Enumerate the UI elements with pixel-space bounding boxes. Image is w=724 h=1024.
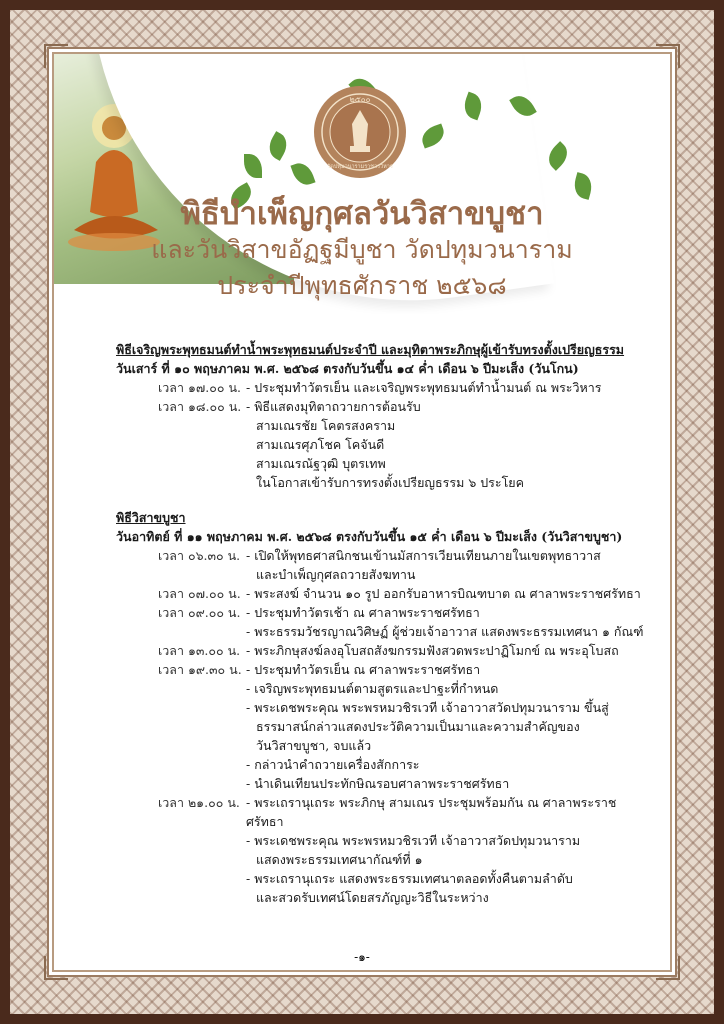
schedule-time: เวลา ๐๙.๐๐ น. (158, 605, 241, 620)
schedule-time: เวลา ๐๗.๐๐ น. (158, 586, 241, 601)
schedule-row (116, 736, 646, 755)
schedule-row (116, 888, 646, 907)
schedule-row (116, 454, 646, 473)
section1-schedule (116, 378, 646, 492)
schedule-time: เวลา ๒๑.๐๐ น. (158, 795, 240, 810)
section2-heading: พิธีวิสาขบูชา (116, 510, 186, 525)
schedule-time (116, 473, 246, 492)
schedule-time (116, 565, 246, 584)
schedule-description: - ประชุมทำวัตรเย็น และเจริญพระพุทธมนต์ทำน้ำมนต์ ณ พระวิหาร (246, 380, 602, 395)
schedule-description: - เปิดให้พุทธศาสนิกชนเข้านมัสการเวียนเทียนภายในเขตพุทธาวาส (246, 548, 601, 563)
schedule-description: - พระเดชพระคุณ พระพรหมวชิรเวที เจ้าอาวาสวัดปทุมวนาราม ขึ้นสู่ (246, 700, 609, 715)
schedule-time (116, 869, 246, 888)
schedule-row (116, 546, 646, 565)
schedule-description: และบำเพ็ญกุศลถวายสังฆทาน (256, 567, 416, 582)
schedule-description: สามเณรชัย โคตรสงคราม (256, 418, 396, 433)
schedule-time: เวลา ๑๓.๐๐ น. (158, 643, 241, 658)
title-line-2: และวันวิสาขอัฏฐมีบูชา วัดปทุมวนาราม (151, 235, 573, 264)
temple-emblem (312, 84, 408, 180)
schedule-row (116, 473, 646, 492)
schedule-description: - ประชุมทำวัตรเย็น ณ ศาลาพระราชศรัทธา (246, 662, 481, 677)
schedule-description: - นำเดินเทียนประทักษิณรอบศาลาพระราชศรัทธา (246, 776, 510, 791)
schedule-time (116, 736, 246, 755)
schedule-description: ธรรมาสน์กล่าวแสดงประวัติความเป็นมาและความสำคัญของ (256, 719, 580, 734)
schedule-time (116, 774, 246, 793)
schedule-time: เวลา ๐๖.๓๐ น. (158, 548, 241, 563)
schedule-row (116, 869, 646, 888)
schedule-time: เวลา ๑๙.๓๐ น. (158, 662, 242, 677)
schedule-row (116, 641, 646, 660)
schedule-description: และสวดรับเทศน์โดยสรภัญญะวิธีในระหว่าง (256, 890, 489, 905)
schedule-description: สามเณรณัฐวุฒิ บุตรเทพ (256, 456, 386, 471)
schedule-row (116, 397, 646, 416)
section1-heading: พิธีเจริญพระพุทธมนต์ทำน้ำพระพุทธมนต์ประจำปี และมุทิตาพระภิกษุผู้เข้ารับทรงตั้งเปรียญธรรม (116, 342, 625, 357)
schedule-row (116, 660, 646, 679)
section2-date: วันอาทิตย์ ที่ ๑๑ พฤษภาคม พ.ศ. ๒๕๖๘ ตรงกับวันขึ้น ๑๕ ค่ำ เดือน ๖ ปีมะเส็ง (วันวิสาขบูชา) (116, 529, 623, 544)
schedule-description: แสดงพระธรรมเทศนากัณฑ์ที่ ๑ (256, 852, 423, 867)
schedule-row (116, 584, 646, 603)
emblem-year: ๒๕๐๐ (349, 95, 371, 104)
leaf-icon (543, 141, 573, 171)
title-line-3: ประจำปีพุทธศักราช ๒๕๖๘ (217, 271, 507, 300)
schedule-body (116, 340, 646, 907)
schedule-row (116, 774, 646, 793)
section2-schedule (116, 546, 646, 907)
schedule-row (116, 755, 646, 774)
page-number: -๑- (354, 950, 370, 964)
schedule-description: - พระเถรานุเถระ พระภิกษุ สามเณร ประชุมพร้อมกัน ณ ศาลาพระราชศรัทธา (246, 795, 617, 829)
schedule-description: - พระสงฆ์ จำนวน ๑๐ รูป ออกรับอาหารบิณฑบาต ณ ศาลาพระราชศรัทธา (246, 586, 641, 601)
schedule-row (116, 793, 646, 831)
schedule-time (116, 755, 246, 774)
schedule-description: วันวิสาขบูชา, จบแล้ว (256, 738, 372, 753)
schedule-time (116, 850, 246, 869)
schedule-time (116, 698, 246, 717)
schedule-row (116, 698, 646, 717)
schedule-description: สามเณรศุภโชค โคจันดี (256, 437, 385, 452)
schedule-row (116, 603, 646, 622)
schedule-time (116, 416, 246, 435)
schedule-time (116, 717, 246, 736)
schedule-time (116, 622, 246, 641)
schedule-row (116, 435, 646, 454)
schedule-description: ในโอกาสเข้ารับการทรงตั้งเปรียญธรรม ๖ ประโยค (256, 475, 524, 490)
schedule-row (116, 831, 646, 850)
schedule-time (116, 435, 246, 454)
schedule-time (116, 888, 246, 907)
section1-date: วันเสาร์ ที่ ๑๐ พฤษภาคม พ.ศ. ๒๕๖๘ ตรงกับวันขึ้น ๑๔ ค่ำ เดือน ๖ ปีมะเส็ง (วันโกน) (116, 361, 579, 376)
schedule-row (116, 717, 646, 736)
title-line-1: พิธีบำเพ็ญกุศลวันวิสาขบูชา (180, 196, 544, 232)
schedule-time (116, 454, 246, 473)
schedule-row (116, 679, 646, 698)
schedule-description: - พระเดชพระคุณ พระพรหมวชิรเวที เจ้าอาวาสวัดปทุมวนาราม (246, 833, 581, 848)
schedule-time: เวลา ๑๗.๐๐ น. (158, 380, 242, 395)
schedule-time (116, 679, 246, 698)
schedule-row (116, 622, 646, 641)
schedule-description: - เจริญพระพุทธมนต์ตามสูตรและปาฐะที่กำหนด (246, 681, 499, 696)
schedule-description: - พระเถรานุเถระ แสดงพระธรรมเทศนาตลอดทั้งคืนตามลำดับ (246, 871, 573, 886)
schedule-description: - กล่าวนำคำถวายเครื่องสักการะ (246, 757, 420, 772)
schedule-row (116, 416, 646, 435)
emblem-ring-text: วัดปทุมวนารามราชวรวิหาร (327, 164, 393, 170)
schedule-description: - พระธรรมวัชรญาณวิศิษฏ์ ผู้ช่วยเจ้าอาวาส แสดงพระธรรมเทศนา ๑ กัณฑ์ (246, 624, 644, 639)
schedule-time: เวลา ๑๘.๐๐ น. (158, 399, 242, 414)
schedule-time (116, 831, 246, 850)
schedule-description: - พระภิกษุสงฆ์ลงอุโบสถสังฆกรรมฟังสวดพระปาฏิโมกข์ ณ พระอุโบสถ (246, 643, 619, 658)
schedule-row (116, 850, 646, 869)
schedule-row (116, 565, 646, 584)
schedule-description: - พิธีแสดงมุทิตาถวายการต้อนรับ (246, 399, 421, 414)
paper-page (54, 54, 670, 970)
schedule-row (116, 378, 646, 397)
schedule-description: - ประชุมทำวัตรเช้า ณ ศาลาพระราชศรัทธา (246, 605, 480, 620)
